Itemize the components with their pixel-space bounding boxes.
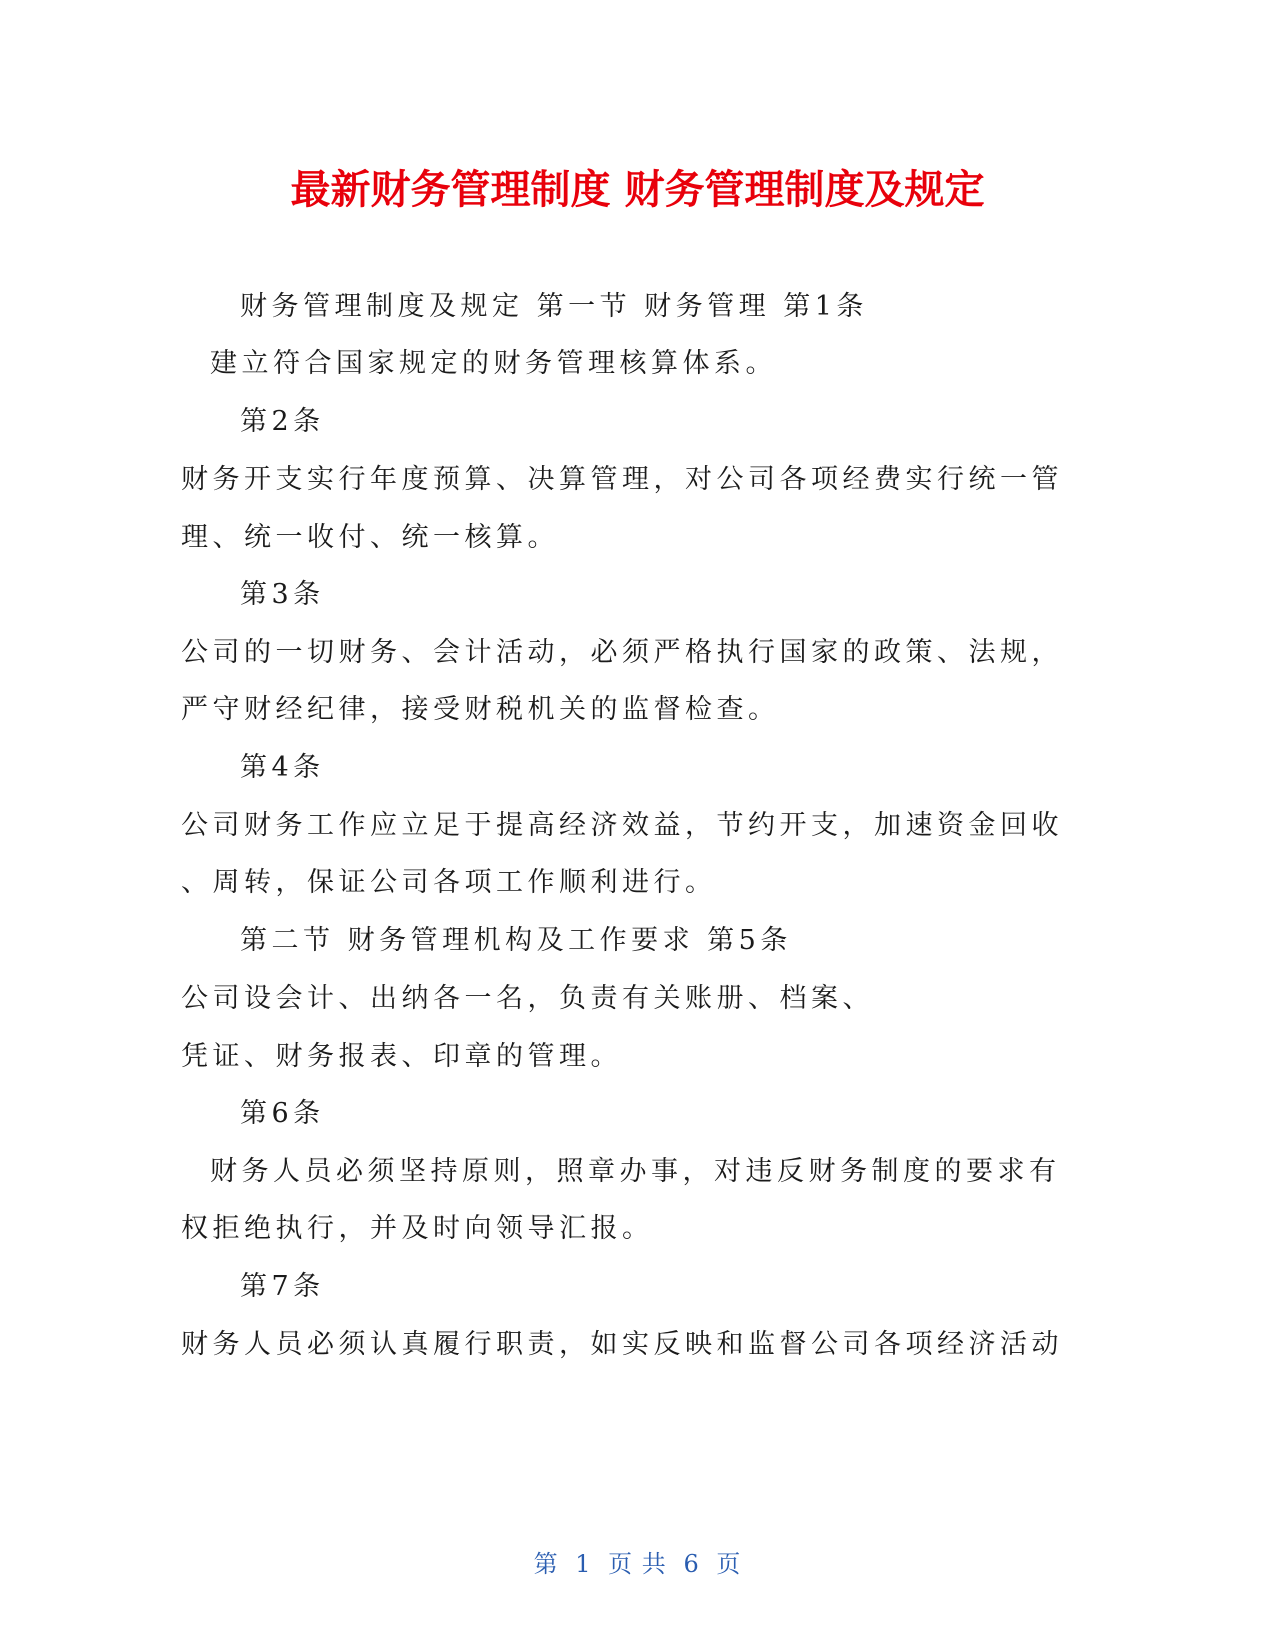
text-line-19: 财务人员必须认真履行职责，如实反映和监督公司各项经济活动 <box>181 1329 1063 1360</box>
document-title: 最新财务管理制度 财务管理制度及规定 <box>290 167 985 213</box>
footer-label-of: 页 共 <box>608 1550 667 1578</box>
footer-label-page: 第 <box>533 1550 559 1578</box>
text-line-11: 、周转，保证公司各项工作顺利进行。 <box>181 867 717 898</box>
text-line-8: 严守财经纪律，接受财税机关的监督检查。 <box>181 694 780 725</box>
text-line-4: 财务开支实行年度预算、决算管理，对公司各项经费实行统一管 <box>181 464 1063 495</box>
article-heading-3: 第3条 <box>240 579 325 610</box>
text-line-5: 理、统一收付、统一核算。 <box>181 522 559 553</box>
section-heading-2: 第二节 财务管理机构及工作要求 第5条 <box>240 925 792 956</box>
page-footer <box>0 1548 1275 1580</box>
text-line-13: 公司设会计、出纳各一名，负责有关账册、档案、 <box>181 983 874 1014</box>
text-line-2: 建立符合国家规定的财务管理核算体系。 <box>210 348 777 379</box>
article-heading-7: 第7条 <box>240 1271 325 1302</box>
text-line-7: 公司的一切财务、会计活动，必须严格执行国家的政策、法规， <box>181 637 1063 668</box>
text-line-14: 凭证、财务报表、印章的管理。 <box>181 1041 622 1072</box>
article-heading-4: 第4条 <box>240 752 325 783</box>
footer-label-pages: 页 <box>716 1550 742 1578</box>
text-line-17: 权拒绝执行，并及时向领导汇报。 <box>181 1213 654 1244</box>
text-line-16: 财务人员必须坚持原则，照章办事，对违反财务制度的要求有 <box>210 1156 1061 1187</box>
footer-current-page: 1 <box>575 1550 592 1578</box>
article-heading-2: 第2条 <box>240 406 325 437</box>
article-heading-6: 第6条 <box>240 1098 325 1129</box>
text-line-1: 财务管理制度及规定 第一节 财务管理 第1条 <box>240 291 868 322</box>
text-line-10: 公司财务工作应立足于提高经济效益，节约开支，加速资金回收 <box>181 810 1063 841</box>
footer-total-pages: 6 <box>683 1550 700 1578</box>
